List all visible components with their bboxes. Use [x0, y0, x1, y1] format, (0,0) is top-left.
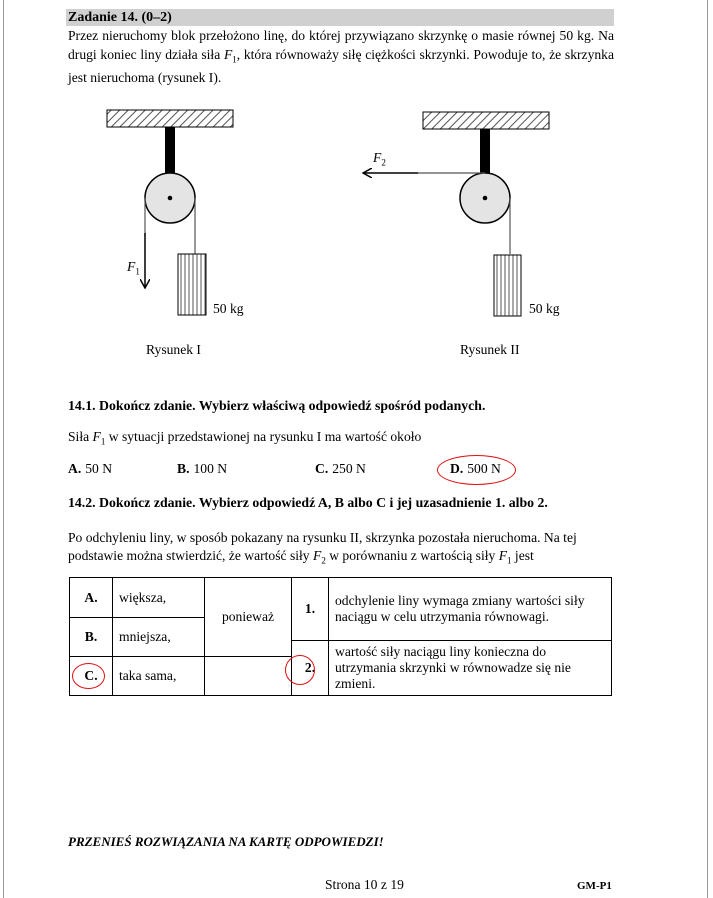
connector: ponieważ: [205, 578, 292, 657]
figure-1-mass-label: 50 kg: [213, 301, 244, 316]
option-d-mark: [437, 455, 516, 485]
figure-1-force-label: $F_1$: [127, 259, 140, 277]
pulley-axle-1: [168, 196, 173, 201]
reason-2-text: wartość siły naciągu liny konieczna do utrzymania skrzynki w równowadze się nie zmieni.: [329, 641, 612, 696]
pulley-mount-1: [165, 127, 175, 174]
choice-c-mark: [72, 663, 105, 689]
pulley-figures: [0, 0, 713, 380]
reason-1-number[interactable]: 1.: [292, 578, 329, 641]
choice-a-letter[interactable]: A.: [70, 578, 113, 618]
question-14-1-heading: 14.1. Dokończ zdanie. Wybierz właściwą odpowiedź spośród podanych.: [68, 398, 486, 413]
crate-1: [178, 254, 206, 315]
ceiling-1: [107, 110, 233, 127]
option-d[interactable]: D. 500 N: [450, 461, 501, 476]
question-14-2-line-1: Po odchyleniu liny, w sposób pokazany na rysunku II, skrzynka pozostała nieruchoma. Na tej: [68, 530, 577, 545]
choice-c-text: taka sama,: [113, 657, 205, 696]
figure-2-mass-label: 50 kg: [529, 301, 560, 316]
choice-b-letter[interactable]: B.: [70, 618, 113, 657]
question-14-2-line-2: podstawie można stwierdzić, że wartość siły $F_2$ w porównaniu z wartością siły $F_1$ jest: [68, 548, 534, 566]
figure-2-caption: Rysunek II: [460, 342, 520, 357]
reason-2-number[interactable]: 2.: [292, 641, 329, 696]
intro-text: Przez nieruchomy blok przełożono linę, do której przywiązano skrzynkę o masie równej 50 kg. Na drugi koniec liny działa siła $F_1$, która równoważy siłę ciężkości skrzynki. Powoduje to, że skrzynka jest nieruchoma (rysunek I).: [68, 28, 614, 85]
figure-1: [107, 110, 233, 315]
option-c[interactable]: C. 250 N: [315, 461, 366, 476]
choice-c-letter[interactable]: C.: [70, 657, 113, 696]
figure-2-force-label: $F_2$: [373, 150, 386, 168]
ceiling-2: [423, 112, 549, 129]
reason-1-text: odchylenie liny wymaga zmiany wartości siły naciągu w celu utrzymania równowagi.: [329, 578, 612, 641]
exam-code: GM-P1: [577, 880, 612, 892]
pulley-mount-2: [480, 129, 490, 176]
connector-filler: [205, 657, 292, 696]
figure-2: [364, 112, 549, 316]
question-14-2-heading: 14.2. Dokończ zdanie. Wybierz odpowiedź A, B albo C i jej uzasadnienie 1. albo 2.: [68, 495, 548, 510]
option-a[interactable]: A. 50 N: [68, 461, 113, 476]
figure-1-caption: Rysunek I: [146, 342, 201, 357]
crate-2: [494, 255, 521, 316]
question-14-1-sentence: Siła $F_1$ w sytuacji przedstawionej na rysunku I ma wartość około: [68, 429, 422, 447]
answer-table: [69, 577, 612, 696]
transfer-note: PRZENIEŚ ROZWIĄZANIA NA KARTĘ ODPOWIEDZI!: [68, 834, 384, 849]
task-title: Zadanie 14. (0–2): [66, 9, 614, 26]
pulley-axle-2: [483, 196, 488, 201]
reason-2-mark: [285, 655, 315, 685]
choice-a-text: większa,: [113, 578, 205, 618]
option-b[interactable]: B. 100 N: [177, 461, 228, 476]
choice-b-text: mniejsza,: [113, 618, 205, 657]
page-number: Strona 10 z 19: [325, 877, 404, 892]
